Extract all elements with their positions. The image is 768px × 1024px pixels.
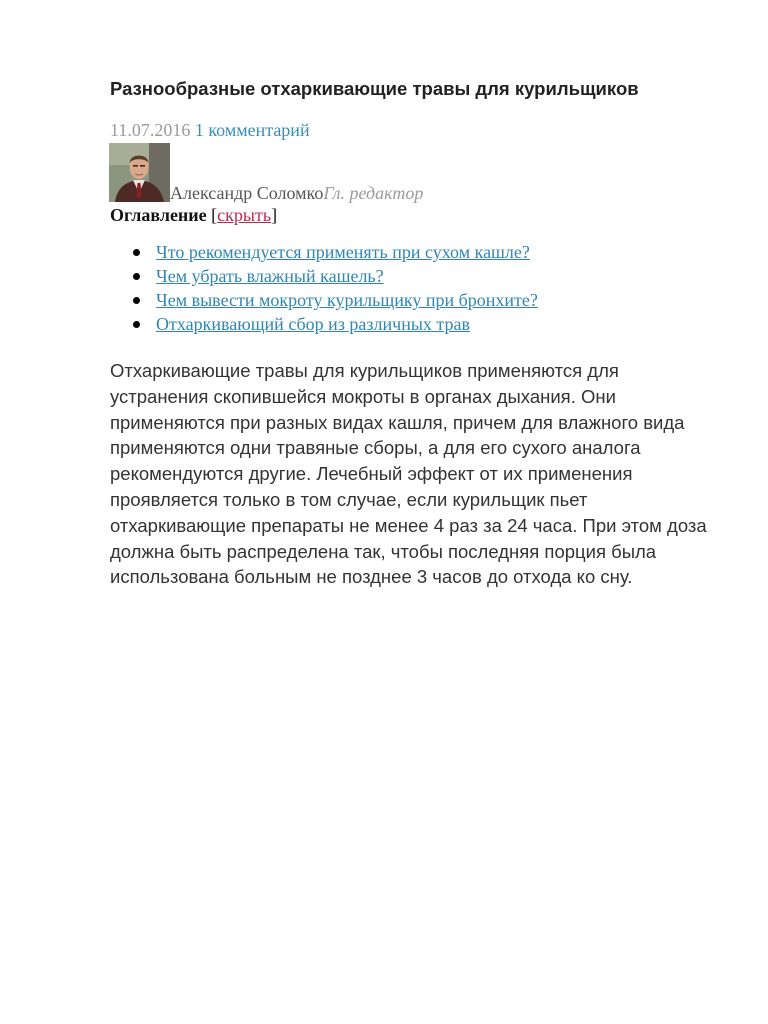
list-item [110,288,710,312]
post-meta [110,120,310,141]
toc-hide-toggle[interactable]: скрыть [217,205,272,225]
table-of-contents [110,205,710,336]
toc-link[interactable]: Что рекомендуется применять при сухом кашле? [156,242,530,262]
author-block [109,142,423,202]
toc-link[interactable]: Отхаркивающий сбор из различных трав [156,314,470,334]
author-name: Александр Соломко [170,183,324,203]
toc-heading: Оглавление [110,205,207,225]
toc-bracket-open: [ [206,205,218,225]
bullet-icon [133,273,140,280]
toc-link[interactable]: Чем убрать влажный кашель? [156,266,384,286]
bullet-icon [133,321,140,328]
toc-list [110,240,710,336]
author-role: Гл. редактор [323,183,424,203]
toc-header [110,205,710,226]
post-date: 11.07.2016 [110,120,191,140]
article-paragraph: Отхаркивающие травы для курильщиков применяются для устранения скопившейся мокроты в органах дыхания. Они применяются при разных видах кашля, причем для влажного вида применяются одни травяные сборы, а для его сухого аналога рекомендуются другие. Лечебный эффект от их применения проявляется только в том случае, если курильщик пьет отхаркивающие препараты не менее 4 раз за 24 часа. При этом доза должна быть распределена так, чтобы последняя порция была использована больным не позднее 3 часов до отхода ко сну. [110,360,707,588]
avatar [109,143,170,202]
page-title: Разнообразные отхаркивающие травы для курильщиков [110,78,639,99]
list-item [110,312,710,336]
toc-link[interactable]: Чем вывести мокроту курильщику при бронхите? [156,290,538,310]
list-item [110,264,710,288]
bullet-icon [133,297,140,304]
list-item [110,240,710,264]
author-photo-icon [109,143,170,202]
toc-bracket-close: ] [271,205,278,225]
bullet-icon [133,249,140,256]
comments-link[interactable]: 1 комментарий [194,120,310,140]
